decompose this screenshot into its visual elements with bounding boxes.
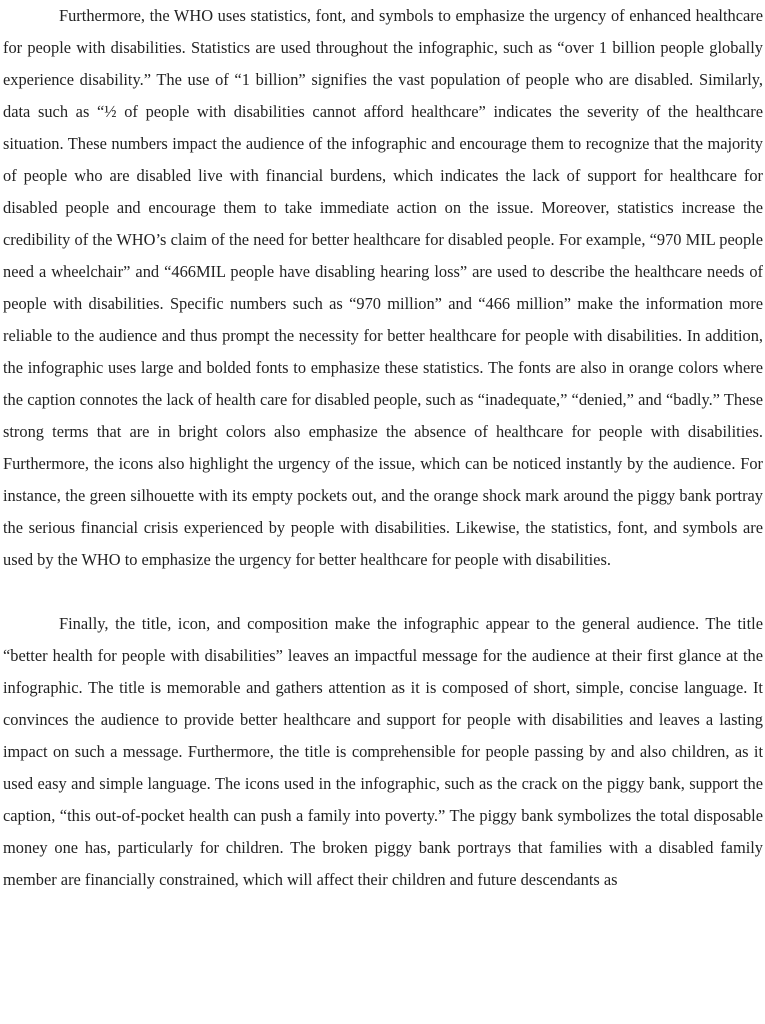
paragraph-title-icon-composition: Finally, the title, icon, and composition make the infographic appear to the general audience. The title “better health for people with disabilities” leaves an impactful message for the audience at their first glance at the infographic. The title is memorable and gathers attention as it is composed of short, simple, concise language. It convinces the audience to provide better healthcare and support for people with disabilities and leaves a lasting impact on such a message. Furthermore, the title is comprehensible for people passing by and also children, as it used easy and simple language. The icons used in the infographic, such as the crack on the piggy bank, support the caption, “this out-of-pocket health can push a family into poverty.” The piggy bank symbolizes the total disposable money one has, particularly for children. The broken piggy bank portrays that families with a disabled family member are financially constrained, which will affect their children and future descendants as <box>3 614 763 889</box>
paragraph-spacer <box>3 576 763 608</box>
paragraph-statistics-font-symbols: Furthermore, the WHO uses statistics, font, and symbols to emphasize the urgency of enhanced healthcare for people with disabilities. Statistics are used throughout the infographic, such as “over 1 billion people globally experience disability.” The use of “1 billion” signifies the vast population of people who are disabled. Similarly, data such as “½ of people with disabilities cannot afford healthcare” indicates the severity of the healthcare situation. These numbers impact the audience of the infographic and encourage them to recognize that the majority of people who are disabled live with financial burdens, which indicates the lack of support for healthcare for disabled people and encourage them to take immediate action on the issue. Moreover, statistics increase the credibility of the WHO’s claim of the need for better healthcare for disabled people. For example, “970 MIL people need a wheelchair” and “466MIL people have disabling hearing loss” are used to describe the healthcare needs of people with disabilities. Specific numbers such as “970 million” and “466 million” make the information more reliable to the audience and thus prompt the necessity for better healthcare for people with disabilities. In addition, the infographic uses large and bolded fonts to emphasize these statistics. The fonts are also in orange colors where the caption connotes the lack of health care for disabled people, such as “inadequate,” “denied,” and “badly.” These strong terms that are in bright colors also emphasize the absence of healthcare for people with disabilities. Furthermore, the icons also highlight the urgency of the issue, which can be noticed instantly by the audience. For instance, the green silhouette with its empty pockets out, and the orange shock mark around the piggy bank portray the serious financial crisis experienced by people with disabilities. Likewise, the statistics, font, and symbols are used by the WHO to emphasize the urgency for better healthcare for people with disabilities. <box>3 6 763 569</box>
document-page <box>3 0 763 896</box>
